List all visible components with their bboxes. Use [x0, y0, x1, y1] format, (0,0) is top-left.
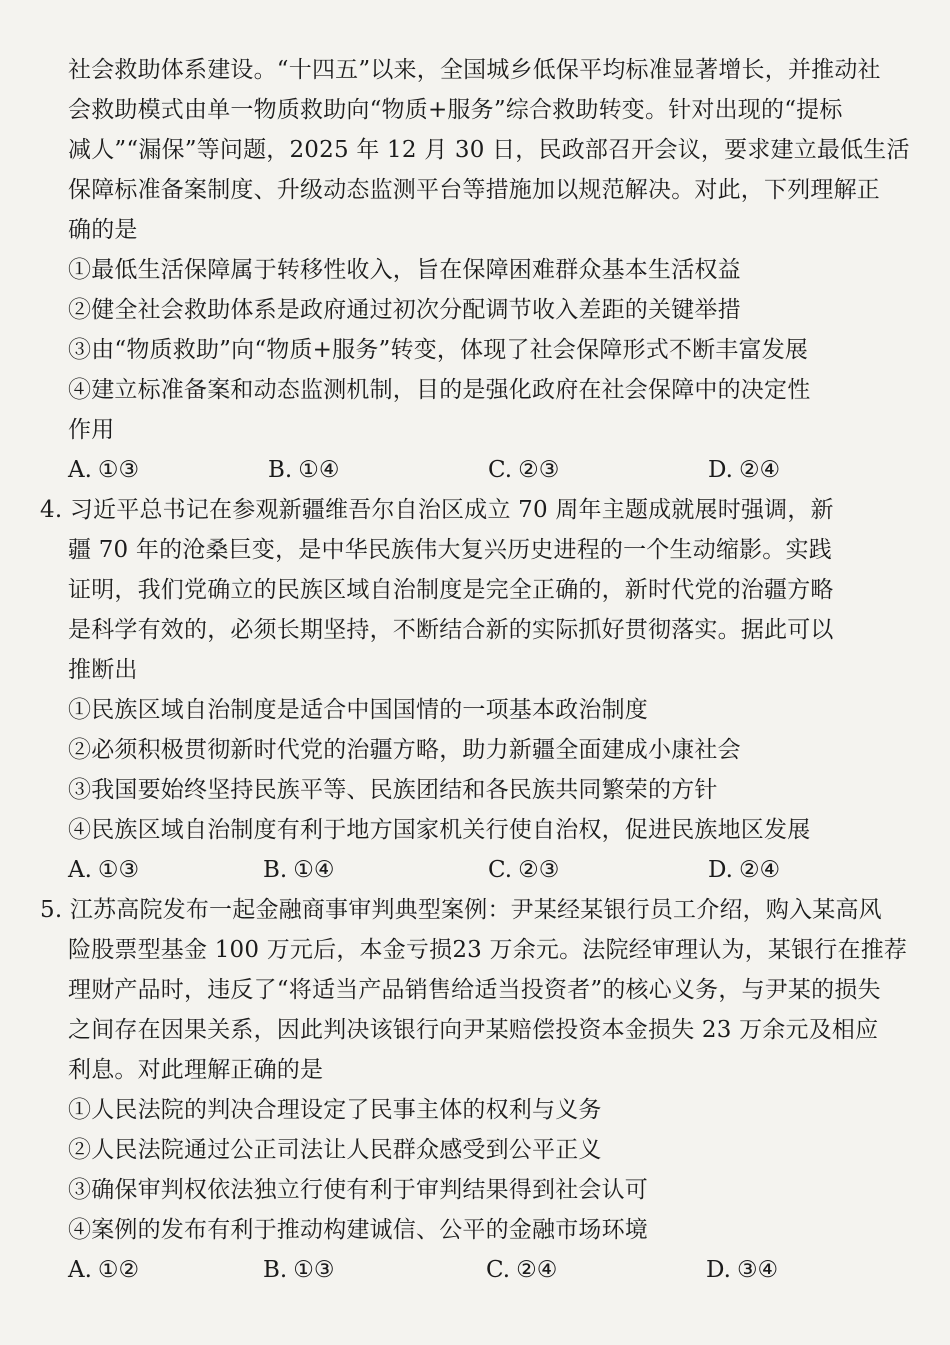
question-5-statement-1: ①人民法院的判决合理设定了民事主体的权利与义务 [68, 1097, 602, 1123]
option-text: ①③ [293, 1257, 335, 1283]
question-3-stem-line: 确的是 [68, 217, 138, 243]
question-5-stem-line: 理财产品时，违反了“将适当产品销售给适当投资者”的核心义务，与尹某的损失 [68, 977, 881, 1003]
question-3-statement-3: ③由“物质救助”向“物质+服务”转变，体现了社会保障形式不断丰富发展 [68, 337, 809, 363]
question-5-stem-line: 利息。对此理解正确的是 [68, 1057, 324, 1083]
option-c[interactable] [486, 1250, 557, 1290]
option-text: ①② [97, 1257, 140, 1283]
option-d[interactable] [708, 450, 780, 490]
question-3-stem-line: 保障标准备案制度、升级动态监测平台等措施加以规范解决。对此，下列理解正 [68, 177, 880, 203]
option-letter: A. [68, 857, 92, 883]
option-c[interactable] [488, 850, 559, 890]
option-text: ①③ [97, 857, 140, 883]
option-letter: C. [488, 857, 513, 883]
question-4-statement-1: ①民族区域自治制度是适合中国国情的一项基本政治制度 [68, 697, 648, 723]
option-a[interactable] [68, 850, 139, 890]
question-3-stem-line: 社会救助体系建设。“十四五”以来，全国城乡低保平均标准显著增长，并推动社 [68, 57, 881, 83]
option-text: ③④ [736, 1257, 779, 1283]
option-letter: A. [68, 457, 92, 483]
option-text: ②④ [738, 457, 781, 483]
question-5-statement-4: ④案例的发布有利于推动构建诚信、公平的金融市场环境 [68, 1217, 648, 1243]
question-3-statement-2: ②健全社会救助体系是政府通过初次分配调节收入差距的关键举措 [68, 297, 741, 323]
question-5-statement-2: ②人民法院通过公正司法让人民群众感受到公平正义 [68, 1137, 602, 1163]
option-text: ①④ [293, 857, 335, 883]
question-5-stem-line: 之间存在因果关系，因此判决该银行向尹某赔偿投资本金损失 23 万余元及相应 [68, 1017, 879, 1043]
option-b[interactable] [263, 1250, 334, 1290]
option-c[interactable] [488, 450, 559, 490]
option-letter: D. [708, 857, 733, 883]
option-letter: A. [68, 1257, 92, 1283]
question-3-statement-4: ④建立标准备案和动态监测机制，目的是强化政府在社会保障中的决定性 [68, 377, 811, 403]
option-d[interactable] [708, 850, 780, 890]
question-4-statement-2: ②必须积极贯彻新时代党的治疆方略，助力新疆全面建成小康社会 [68, 737, 741, 763]
option-letter: C. [486, 1257, 511, 1283]
question-3-statement-4-continued: 作用 [68, 417, 115, 443]
question-5-stem-line: 险股票型基金 100 万元后，本金亏损23 万余元。法院经审理认为，某银行在推荐 [68, 937, 908, 963]
option-text: ①③ [97, 457, 140, 483]
option-a[interactable] [68, 450, 139, 490]
option-text: ②④ [516, 1257, 558, 1283]
option-letter: C. [488, 457, 513, 483]
option-letter: B. [268, 457, 293, 483]
question-4-statement-4: ④民族区域自治制度有利于地方国家机关行使自治权，促进民族地区发展 [68, 817, 811, 843]
question-4-stem-line: 疆 70 年的沧桑巨变，是中华民族伟大复兴历史进程的一个生动缩影。实践 [68, 537, 832, 563]
question-4-statement-3: ③我国要始终坚持民族平等、民族团结和各民族共同繁荣的方针 [68, 777, 718, 803]
option-text: ②④ [738, 857, 781, 883]
option-text: ②③ [518, 857, 560, 883]
question-4-stem-line: 证明，我们党确立的民族区域自治制度是完全正确的，新时代党的治疆方略 [68, 577, 834, 603]
question-3-statement-1: ①最低生活保障属于转移性收入，旨在保障困难群众基本生活权益 [68, 257, 741, 283]
question-3-stem-line: 减人”“漏保”等问题，2025 年 12 月 30 日，民政部召开会议，要求建立最低生活 [68, 137, 910, 163]
question-3-stem-line: 会救助模式由单一物质救助向“物质+服务”综合救助转变。针对出现的“提标 [68, 97, 843, 123]
option-letter: D. [706, 1257, 731, 1283]
question-4-stem-line: 推断出 [68, 657, 138, 683]
question-3-options [68, 450, 910, 490]
question-4-stem-line: 4. 习近平总书记在参观新疆维吾尔自治区成立 70 周年主题成就展时强调，新 [40, 497, 834, 523]
option-text: ②③ [518, 457, 560, 483]
question-5-statement-3: ③确保审判权依法独立行使有利于审判结果得到社会认可 [68, 1177, 648, 1203]
question-4-stem-line: 是科学有效的，必须长期坚持，不断结合新的实际抓好贯彻落实。据此可以 [68, 617, 834, 643]
question-4-options [68, 850, 910, 890]
option-d[interactable] [706, 1250, 778, 1290]
option-text: ①④ [298, 457, 340, 483]
option-letter: D. [708, 457, 733, 483]
option-b[interactable] [263, 850, 334, 890]
option-letter: B. [263, 1257, 288, 1283]
option-b[interactable] [268, 450, 339, 490]
question-5-stem-line: 5. 江苏高院发布一起金融商事审判典型案例：尹某经某银行员工介绍，购入某高风 [40, 897, 882, 923]
question-5-options [68, 1250, 910, 1290]
option-a[interactable] [68, 1250, 139, 1290]
option-letter: B. [263, 857, 288, 883]
